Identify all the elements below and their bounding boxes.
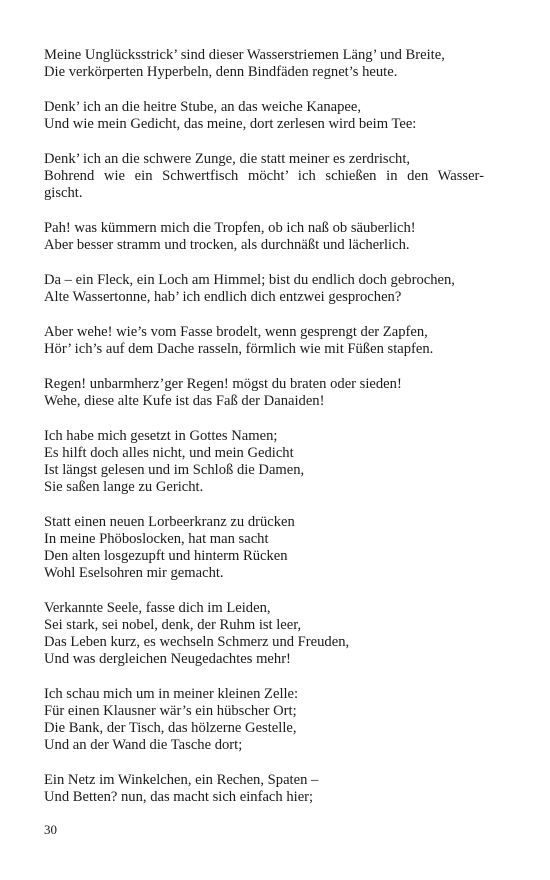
poem-line: Ein Netz im Winkelchen, ein Rechen, Spaten – xyxy=(44,772,319,788)
poem-line: Da – ein Fleck, ein Loch am Himmel; bist du endlich doch gebrochen, xyxy=(44,272,455,288)
poem-line: Und was dergleichen Neugedachtes mehr! xyxy=(44,651,291,667)
poem-text-block xyxy=(44,47,484,824)
poem-line: Meine Unglücksstrick’ sind dieser Wasserstriemen Läng’ und Breite, xyxy=(44,47,445,63)
poem-line: Denk’ ich an die schwere Zunge, die statt meiner es zerdrischt, xyxy=(44,151,411,167)
poem-line: Ich habe mich gesetzt in Gottes Namen; xyxy=(44,428,278,444)
poem-line: Verkannte Seele, fasse dich im Leiden, xyxy=(44,600,271,616)
stanza xyxy=(44,772,484,806)
poem-line: Ich schau mich um in meiner kleinen Zelle: xyxy=(44,686,299,702)
poem-line: In meine Phöboslocken, hat man sacht xyxy=(44,531,269,547)
poem-line: Die Bank, der Tisch, das hölzerne Gestelle, xyxy=(44,720,297,736)
poem-line: Pah! was kümmern mich die Tropfen, ob ich naß ob säuberlich! xyxy=(44,220,416,236)
stanza xyxy=(44,151,484,202)
poem-line: Den alten losgezupft und hinterm Rücken xyxy=(44,548,288,564)
stanza xyxy=(44,47,484,81)
stanza xyxy=(44,600,484,668)
poem-line: Ist längst gelesen und im Schloß die Damen, xyxy=(44,462,305,478)
poem-line: Wehe, diese alte Kufe ist das Faß der Danaiden! xyxy=(44,393,325,409)
poem-line: Regen! unbarmherz’ger Regen! mögst du braten oder sieden! xyxy=(44,376,402,392)
poem-line: Und Betten? nun, das macht sich einfach hier; xyxy=(44,789,314,805)
poem-line: Aber wehe! wie’s vom Fasse brodelt, wenn gesprengt der Zapfen, xyxy=(44,324,428,340)
poem-line: Alte Wassertonne, hab’ ich endlich dich entzwei gesprochen? xyxy=(44,289,402,305)
stanza xyxy=(44,324,484,358)
page-number: 30 xyxy=(44,822,57,837)
poem-line: Statt einen neuen Lorbeerkranz zu drücken xyxy=(44,514,295,530)
poem-line: Sei stark, sei nobel, denk, der Ruhm ist leer, xyxy=(44,617,302,633)
stanza xyxy=(44,686,484,754)
stanza xyxy=(44,376,484,410)
poem-line: Und an der Wand die Tasche dort; xyxy=(44,737,243,753)
poem-line: gischt. xyxy=(44,185,83,201)
stanza xyxy=(44,272,484,306)
stanza xyxy=(44,428,484,496)
poem-line: Aber besser stramm und trocken, als durchnäßt und lächerlich. xyxy=(44,237,410,253)
poem-line: Die verkörperten Hyperbeln, denn Bindfäden regnet’s heute. xyxy=(44,64,398,80)
poem-line: Bohrend wie ein Schwertfisch möcht’ ich schießen in den Wasser- xyxy=(44,168,484,184)
stanza xyxy=(44,220,484,254)
poem-line: Denk’ ich an die heitre Stube, an das weiche Kanapee, xyxy=(44,99,362,115)
poem-line: Für einen Klausner wär’s ein hübscher Ort; xyxy=(44,703,297,719)
poem-line: Es hilft doch alles nicht, und mein Gedicht xyxy=(44,445,294,461)
poem-line: Das Leben kurz, es wechseln Schmerz und Freuden, xyxy=(44,634,350,650)
poem-line: Und wie mein Gedicht, das meine, dort zerlesen wird beim Tee: xyxy=(44,116,417,132)
stanza xyxy=(44,514,484,582)
poem-line: Wohl Eselsohren mir gemacht. xyxy=(44,565,224,581)
poem-line: Hör’ ich’s auf dem Dache rasseln, förmlich wie mit Füßen stapfen. xyxy=(44,341,434,357)
stanza xyxy=(44,99,484,133)
poem-line: Sie saßen lange zu Gericht. xyxy=(44,479,204,495)
